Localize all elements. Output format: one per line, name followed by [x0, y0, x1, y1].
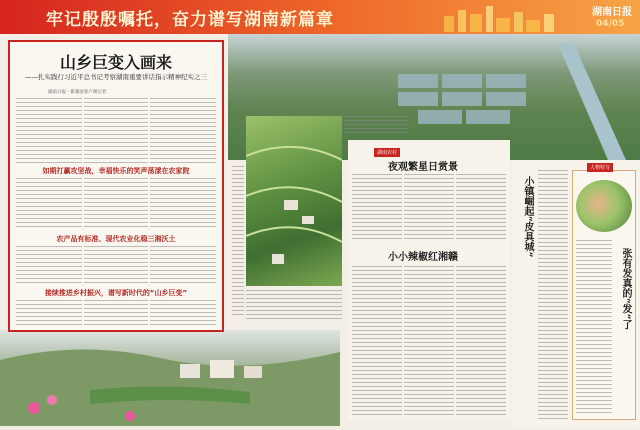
body-text-block	[84, 300, 148, 326]
body-text-block	[232, 166, 244, 316]
body-text-block	[150, 300, 216, 326]
body-text-block	[576, 240, 612, 416]
body-text-block	[16, 246, 82, 284]
body-text-block	[404, 266, 454, 416]
section-heading-3: 接续推进乡村振兴，谱写新时代的“山乡巨变”	[44, 289, 188, 297]
article-subhead: ——扎实践行习近平总书记考察湖南重要讲话指示精神纪实之三	[25, 73, 207, 81]
profile-tag: 人物特写	[587, 163, 613, 172]
article-headline: 山乡巨变入画来	[59, 53, 172, 72]
banner-title: 牢记殷殷嘱托，奋力谱写湖南新篇章	[46, 10, 334, 30]
body-text-block	[538, 170, 568, 420]
farmers-portrait-photo	[576, 180, 632, 232]
skyline-graphic	[440, 4, 560, 32]
terrace-graphic	[246, 116, 342, 286]
story-title-leather-town: 小镇崛起“皮具城”	[522, 176, 533, 258]
village-landscape-photo	[0, 330, 340, 426]
page-number: 04/05	[596, 19, 625, 29]
body-text-block	[404, 174, 454, 240]
body-text-block	[150, 98, 216, 166]
section-heading-1: 如期打赢攻坚战，幸福快乐的笑声荡漾在农家院	[42, 167, 190, 175]
article-byline: 湖南日报 · 新湖南客户端记者	[48, 90, 107, 95]
body-text-block	[150, 178, 216, 230]
story-title-stargazing: 夜观繁星日赏景	[388, 162, 458, 173]
body-text-block	[16, 300, 82, 326]
body-text-block	[16, 178, 82, 230]
body-text-block	[456, 266, 506, 416]
village-graphic	[0, 330, 340, 426]
story-title-chili: 小小辣椒红湘赣	[388, 252, 458, 263]
body-text-block	[150, 246, 216, 284]
main-article	[8, 40, 224, 332]
body-text-block	[456, 174, 506, 240]
body-text-block	[84, 246, 148, 284]
profile-headline: 张有发真的“发”了	[620, 248, 631, 330]
body-text-block	[344, 116, 408, 136]
section-heading-2: 农产品有标准、现代农业化稳三湘沃土	[56, 235, 176, 243]
body-text-block	[84, 98, 148, 166]
body-text-block	[246, 290, 342, 320]
body-text-block	[352, 266, 402, 416]
rural-news-column	[348, 140, 510, 420]
terraced-fields-photo	[246, 116, 342, 286]
body-text-block	[16, 98, 82, 166]
body-text-block	[352, 174, 402, 240]
body-text-block	[84, 178, 148, 230]
top-banner	[0, 0, 640, 34]
section-tag: 湖南农村	[374, 148, 400, 157]
newspaper-logo: 湖南日报	[592, 7, 632, 18]
